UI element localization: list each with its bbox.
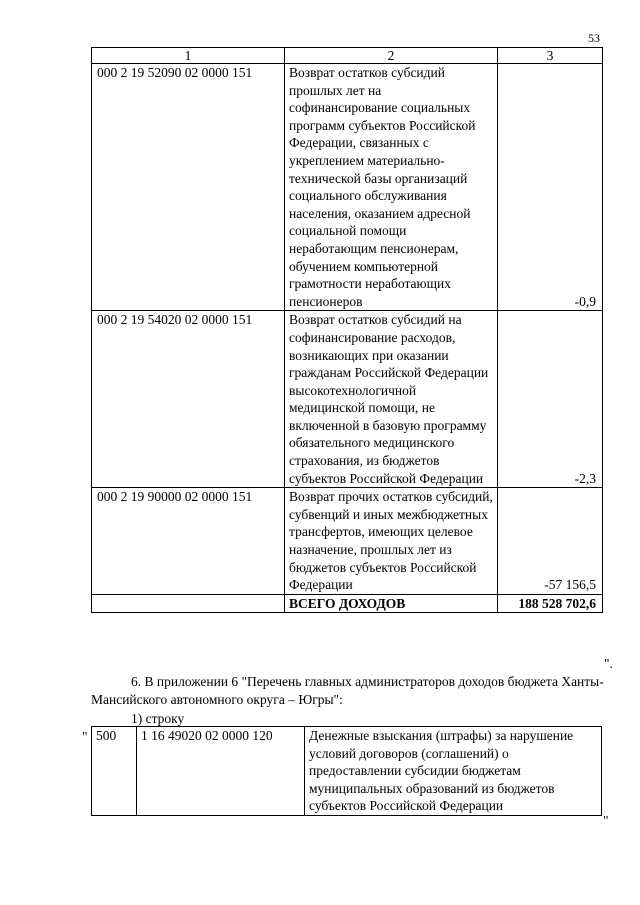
total-label: ВСЕГО ДОХОДОВ [285,594,498,612]
row-value: -0,9 [498,64,603,311]
sub-table-open-quote: " [82,729,88,744]
paragraph-appendix-6: 6. В приложении 6 "Перечень главных администраторов доходов бюджета Ханты-Мансийского автономного округа – Югры": [91,674,604,707]
paragraph-line-item: 1) строку [131,711,185,726]
table-row [92,311,603,488]
sub-table-close-quote: " [603,813,609,828]
row-code: 000 2 19 54020 02 0000 151 [92,311,285,488]
row-value: -57 156,5 [498,488,603,595]
table-row [92,64,603,311]
total-row [92,594,603,612]
total-value: 188 528 702,6 [498,594,603,612]
admin-code: 500 [92,727,137,816]
table-row [92,488,603,595]
row-value: -2,3 [498,311,603,488]
revenue-table [91,47,603,613]
revenue-description: Денежные взыскания (штрафы) за нарушение условий договоров (соглашений) о предоставлении субсидии бюджетам муниципальных образований из бюджетов субъектов Российской Федерации [305,727,602,816]
total-empty-cell [92,594,285,612]
row-description: Возврат прочих остатков субсидий, субвенций и иных межбюджетных трансфертов, имеющих целевое назначение, прошлых лет из бюджетов субъектов Российской Федерации [285,488,498,595]
row-description: Возврат остатков субсидий на софинансирование расходов, возникающих при оказании гражданам Российской Федерации высокотехнологичной медицинской помощи, не включенной в базовую программу обязательного медицинского страхования, из бюджетов субъектов Российской Федерации [285,311,498,488]
table-header-row [92,48,603,64]
table-close-quote: ". [604,656,613,671]
row-code: 000 2 19 90000 02 0000 151 [92,488,285,595]
column-header-2: 2 [285,48,498,64]
table-row [92,727,602,816]
column-header-1: 1 [92,48,285,64]
row-description: Возврат остатков субсидий прошлых лет на софинансирование социальных программ субъектов Российской Федерации, связанных с укреплением материально-технической базы организаций социального обслуживания населения, оказанием адресной социальной помощи неработающим пенсионерам, обучением компьютерной грамотности неработающих пенсионеров [285,64,498,311]
row-code: 000 2 19 52090 02 0000 151 [92,64,285,311]
administrator-table [91,726,602,816]
revenue-code: 1 16 49020 02 0000 120 [137,727,305,816]
column-header-3: 3 [498,48,603,64]
page-number: 53 [588,31,600,45]
